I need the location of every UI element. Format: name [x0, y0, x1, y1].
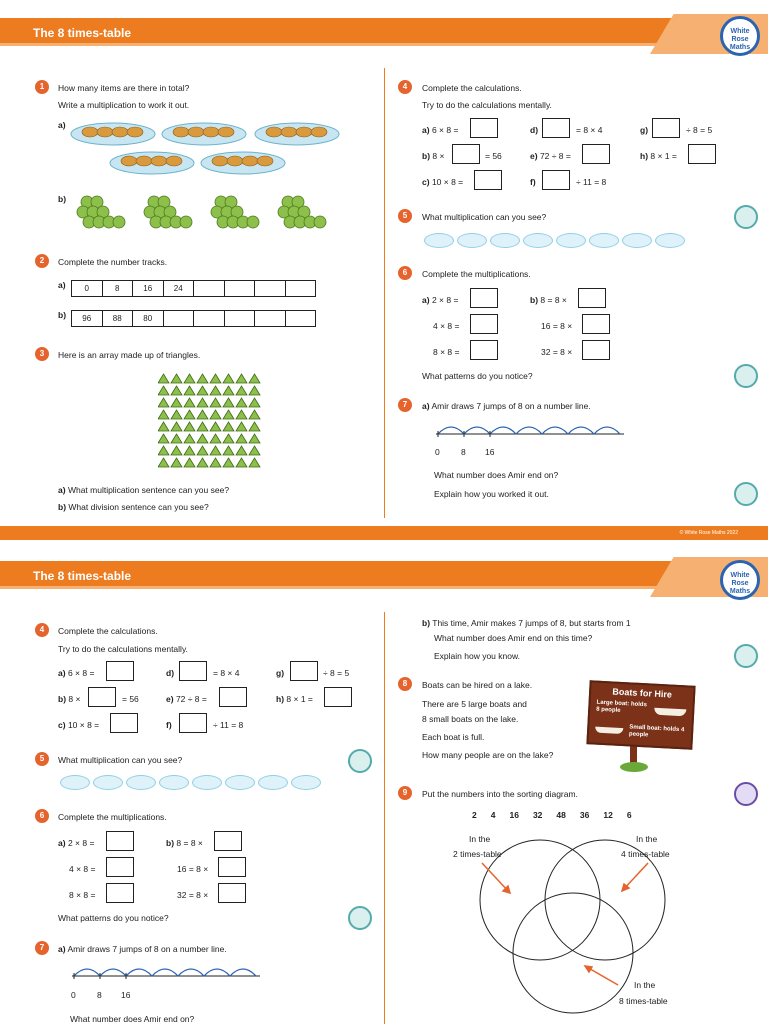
copyright: © White Rose Maths 2022	[679, 530, 738, 536]
calc-text: 8 ×	[432, 151, 445, 161]
question-prompt: Complete the calculations.	[58, 626, 158, 636]
calc-text: 2 × 8 =	[431, 295, 459, 305]
page-title: The 8 times-table	[33, 26, 132, 40]
grapes-image	[75, 192, 335, 232]
bread-trays-image	[70, 120, 345, 178]
triangle	[236, 398, 247, 407]
part-label: g)	[276, 668, 285, 678]
question-number: 7	[398, 398, 412, 412]
discussion-icon	[734, 364, 758, 388]
part-label: b)	[530, 295, 539, 305]
number-item: 6	[626, 810, 632, 820]
triangle	[158, 422, 169, 431]
question-prompt	[422, 401, 591, 411]
triangle	[197, 434, 208, 443]
discussion-icon	[348, 906, 372, 930]
triangle	[171, 422, 182, 431]
part-text: What multiplication sentence can you see?	[67, 485, 230, 495]
part-label: c)	[422, 177, 430, 187]
triangle	[223, 434, 234, 443]
question-number: 5	[35, 752, 49, 766]
triangle	[171, 458, 182, 467]
part-label: a)	[422, 401, 430, 411]
part-label: g)	[640, 125, 649, 135]
triangle	[184, 446, 195, 455]
triangle	[210, 422, 221, 431]
answer-box[interactable]	[582, 144, 610, 164]
part-label: a)	[58, 668, 66, 678]
calc-h	[276, 694, 313, 704]
calc-c	[422, 177, 463, 187]
triangle-array-image	[158, 373, 262, 469]
part-label: a)	[422, 125, 430, 135]
calc-text: 6 × 8 =	[67, 668, 95, 678]
answer-box[interactable]	[218, 857, 246, 877]
discussion-icon	[734, 782, 758, 806]
answer-box[interactable]	[470, 288, 498, 308]
part-text: This time, Amir makes 7 jumps of 8, but starts from 1	[432, 618, 631, 628]
grass-patch	[620, 762, 648, 772]
question-number: 6	[35, 809, 49, 823]
question-text: Each boat is full.	[422, 732, 485, 742]
calc-text: 4 × 8 =	[69, 864, 96, 874]
triangle	[158, 398, 169, 407]
triangle	[158, 446, 169, 455]
calc-text: 8 ×	[68, 694, 81, 704]
page-title: The 8 times-table	[33, 569, 132, 583]
question-subprompt: Write a multiplication to work it out.	[58, 100, 190, 110]
triangle	[223, 446, 234, 455]
question-number: 9	[398, 786, 412, 800]
question-note: What patterns do you notice?	[422, 371, 533, 381]
question-number: 1	[35, 80, 49, 94]
part-label: b)	[58, 310, 67, 320]
triangle	[184, 374, 195, 383]
number-item: 32	[532, 810, 543, 820]
question-prompt: Here is an array made up of triangles.	[58, 350, 201, 360]
question-number: 4	[398, 80, 412, 94]
calc-text: 72 ÷ 8 =	[539, 151, 571, 161]
boat-icon	[654, 708, 686, 717]
track-cell-blank[interactable]	[254, 280, 286, 297]
white-rose-maths-logo	[720, 560, 760, 600]
question-prompt: How many items are there in total?	[58, 83, 190, 93]
number-line-tick-label: 8	[97, 990, 102, 1000]
answer-box[interactable]	[474, 170, 502, 190]
question-prompt: Complete the multiplications.	[422, 269, 531, 279]
question-number: 6	[398, 266, 412, 280]
answer-box[interactable]	[219, 687, 247, 707]
answer-box[interactable]	[214, 831, 242, 851]
part-label: d)	[530, 125, 539, 135]
triangle	[223, 386, 234, 395]
column-divider	[384, 612, 385, 1024]
triangle	[171, 434, 182, 443]
part-label: h)	[276, 694, 285, 704]
triangle	[223, 374, 234, 383]
triangle	[197, 398, 208, 407]
sign-small-boat: Small boat: holds 4 people	[628, 724, 685, 739]
calc-text: 6 × 8 =	[431, 125, 459, 135]
discussion-icon	[734, 205, 758, 229]
track-cell-blank[interactable]	[193, 280, 225, 297]
part-label: a)	[58, 280, 66, 290]
calc-a	[58, 668, 94, 678]
calc-text: = 8 × 4	[576, 125, 603, 135]
triangle	[223, 458, 234, 467]
plates-image	[60, 775, 324, 792]
answer-box[interactable]	[179, 713, 207, 733]
triangle	[210, 374, 221, 383]
calc-text: ÷ 8 = 5	[686, 125, 713, 135]
triangle	[236, 374, 247, 383]
triangle	[184, 422, 195, 431]
question-prompt: Put the numbers into the sorting diagram.	[422, 789, 578, 799]
triangle	[184, 410, 195, 419]
mult-a1	[58, 838, 94, 848]
answer-box[interactable]	[452, 144, 480, 164]
mult-b1	[166, 838, 203, 848]
calc-b	[422, 151, 444, 161]
number-track-a	[72, 280, 316, 297]
triangle	[197, 386, 208, 395]
calc-text: 10 × 8 =	[67, 720, 100, 730]
triangle	[236, 434, 247, 443]
question-prompt	[422, 618, 631, 628]
calc-text: 16 = 8 ×	[177, 864, 209, 874]
part-label: b)	[58, 194, 67, 204]
part-label: d)	[166, 668, 175, 678]
triangle	[184, 458, 195, 467]
track-cell: 16	[132, 280, 164, 297]
number-item: 16	[509, 810, 519, 820]
track-cell-blank[interactable]	[285, 310, 317, 327]
question-prompt: Complete the multiplications.	[58, 812, 167, 822]
track-cell-blank[interactable]	[285, 280, 317, 297]
venn-label-4-times: 4 times-table	[621, 849, 670, 859]
number-line-tick-label: 0	[435, 447, 440, 457]
answer-box[interactable]	[290, 661, 318, 681]
calc-text: ÷ 11 = 8	[213, 720, 244, 730]
answer-box[interactable]	[179, 661, 207, 681]
number-item: 2	[472, 810, 477, 820]
triangle	[197, 422, 208, 431]
question-text: There are 5 large boats and	[422, 699, 527, 709]
question-prompt: Complete the calculations.	[422, 83, 522, 93]
plates-image	[424, 233, 688, 250]
triangle	[197, 410, 208, 419]
triangle	[249, 398, 260, 407]
triangle	[171, 374, 182, 383]
triangle	[249, 422, 260, 431]
boat-icon	[595, 727, 623, 734]
white-rose-maths-logo	[720, 16, 760, 56]
number-line-tick-label: 16	[485, 447, 495, 457]
question-ask: What number does Amir end on?	[434, 470, 559, 480]
venn-label-4-times: In the	[636, 834, 658, 844]
question-text: 8 small boats on the lake.	[422, 714, 519, 724]
calc-h	[640, 151, 677, 161]
calc-c	[58, 720, 99, 730]
answer-box[interactable]	[578, 288, 606, 308]
triangle	[197, 374, 208, 383]
triangle	[158, 386, 169, 395]
answer-box[interactable]	[542, 170, 570, 190]
calc-e	[530, 151, 571, 161]
calc-text: 8 × 8 =	[433, 347, 460, 357]
triangle	[223, 422, 234, 431]
triangle	[249, 386, 260, 395]
track-cell-blank[interactable]	[254, 310, 286, 327]
boats-for-hire-sign	[586, 680, 695, 749]
venn-label-2-times: In the	[469, 834, 491, 844]
answer-box[interactable]	[688, 144, 716, 164]
question-note: What patterns do you notice?	[58, 913, 169, 923]
triangle	[184, 434, 195, 443]
triangle	[236, 386, 247, 395]
question-prompt: What multiplication can you see?	[58, 755, 183, 765]
triangle	[249, 434, 260, 443]
answer-box[interactable]	[106, 883, 134, 903]
calc-text: 10 × 8 =	[431, 177, 464, 187]
number-line-tick-label: 8	[461, 447, 466, 457]
number-track-b	[72, 310, 316, 327]
calc-text: = 56	[485, 151, 502, 161]
venn-label-8-times: 8 times-table	[619, 996, 668, 1006]
answer-box[interactable]	[106, 661, 134, 681]
triangle	[210, 458, 221, 467]
answer-box[interactable]	[106, 857, 134, 877]
track-cell: 88	[102, 310, 134, 327]
number-line-tick-label: 0	[71, 990, 76, 1000]
venn-label-8-times: In the	[634, 980, 656, 990]
calc-text: 8 × 8 =	[69, 890, 96, 900]
number-item: 36	[579, 810, 590, 820]
answer-box[interactable]	[542, 118, 570, 138]
calc-text: 4 × 8 =	[433, 321, 460, 331]
triangle	[158, 374, 169, 383]
triangle	[171, 398, 182, 407]
question-prompt	[58, 944, 227, 954]
track-cell-blank[interactable]	[224, 280, 256, 297]
column-divider	[384, 68, 385, 518]
triangle	[236, 410, 247, 419]
track-cell-blank[interactable]	[163, 310, 195, 327]
part-text: Amir draws 7 jumps of 8 on a number line.	[431, 401, 591, 411]
part-text: What division sentence can you see?	[68, 502, 209, 512]
logo-text: White Rose Maths	[729, 572, 751, 595]
track-cell: 24	[163, 280, 195, 297]
triangle	[249, 410, 260, 419]
triangle	[210, 398, 221, 407]
part-text: Amir draws 7 jumps of 8 on a number line.	[67, 944, 227, 954]
question-number: 7	[35, 941, 49, 955]
calc-text: 16 = 8 ×	[541, 321, 573, 331]
calc-text: 8 × 1 =	[286, 694, 313, 704]
number-item: 12	[603, 810, 613, 820]
answer-box[interactable]	[110, 713, 138, 733]
discussion-icon	[734, 482, 758, 506]
calc-text: 8 × 1 =	[650, 151, 677, 161]
mult-b1	[530, 295, 567, 305]
track-cell-blank[interactable]	[224, 310, 256, 327]
sign-large-boat: Large boat: holds 8 people	[596, 699, 648, 714]
sign-title: Boats for Hire	[612, 686, 673, 700]
question-number: 4	[35, 623, 49, 637]
triangle	[236, 446, 247, 455]
triangle	[184, 386, 195, 395]
answer-box[interactable]	[582, 340, 610, 360]
part-label: a)	[58, 944, 66, 954]
triangle	[197, 446, 208, 455]
calc-text: ÷ 11 = 8	[576, 177, 607, 187]
triangle	[236, 458, 247, 467]
answer-box[interactable]	[470, 314, 498, 334]
track-cell: 96	[71, 310, 103, 327]
triangle	[249, 458, 260, 467]
calc-text: = 8 × 4	[213, 668, 240, 678]
part-label: f)	[166, 720, 172, 730]
part-label: b)	[422, 151, 431, 161]
part-label: e)	[530, 151, 538, 161]
discussion-icon	[734, 644, 758, 668]
answer-box[interactable]	[652, 118, 680, 138]
question-prompt: Complete the number tracks.	[58, 257, 168, 267]
calc-a	[422, 125, 458, 135]
track-cell: 0	[71, 280, 103, 297]
triangle	[210, 410, 221, 419]
calc-text: 2 × 8 =	[67, 838, 95, 848]
question-number: 8	[398, 677, 412, 691]
calc-text: = 56	[122, 694, 139, 704]
number-item: 48	[556, 810, 566, 820]
answer-box[interactable]	[582, 314, 610, 334]
track-cell: 80	[132, 310, 164, 327]
answer-box[interactable]	[218, 883, 246, 903]
question-prompt: What multiplication can you see?	[422, 212, 547, 222]
question-subprompt: Try to do the calculations mentally.	[58, 644, 188, 654]
answer-box[interactable]	[470, 118, 498, 138]
calc-b	[58, 694, 80, 704]
page-footer	[0, 526, 768, 540]
answer-box[interactable]	[324, 687, 352, 707]
calc-text: ÷ 8 = 5	[323, 668, 350, 678]
part-label: h)	[640, 151, 649, 161]
triangle	[223, 398, 234, 407]
triangle	[184, 398, 195, 407]
venn-label-2-times: 2 times-table	[453, 849, 502, 859]
part-label: b)	[58, 502, 67, 512]
question-text: Boats can be hired on a lake.	[422, 680, 533, 690]
triangle	[158, 434, 169, 443]
answer-box[interactable]	[106, 831, 134, 851]
part-label: a)	[58, 485, 66, 495]
track-cell: 8	[102, 280, 134, 297]
calc-text: 8 = 8 ×	[540, 295, 567, 305]
triangle	[249, 374, 260, 383]
mult-a1	[422, 295, 458, 305]
triangle	[236, 422, 247, 431]
part-label: a)	[422, 295, 430, 305]
triangle	[249, 446, 260, 455]
part-label: e)	[166, 694, 174, 704]
calc-text: 32 = 8 ×	[177, 890, 209, 900]
part-label: a)	[58, 120, 66, 130]
part-label: a)	[58, 838, 66, 848]
question-number: 2	[35, 254, 49, 268]
part-label: b)	[166, 838, 175, 848]
answer-box[interactable]	[470, 340, 498, 360]
triangle	[158, 410, 169, 419]
question-number: 5	[398, 209, 412, 223]
part-label: f)	[530, 177, 536, 187]
calc-text: 72 ÷ 8 =	[175, 694, 207, 704]
question-explain: Explain how you worked it out.	[434, 489, 549, 499]
question-text: How many people are on the lake?	[422, 750, 554, 760]
calc-text: 32 = 8 ×	[541, 347, 573, 357]
track-cell-blank[interactable]	[193, 310, 225, 327]
triangle	[171, 446, 182, 455]
triangle	[171, 410, 182, 419]
question-ask: What number does Amir end on?	[70, 1014, 195, 1024]
logo-text: White Rose Maths	[729, 28, 751, 51]
question-subprompt: Try to do the calculations mentally.	[422, 100, 552, 110]
part-label: b)	[422, 618, 431, 628]
question-part-b	[58, 502, 209, 512]
triangle	[197, 458, 208, 467]
question-ask: What number does Amir end on this time?	[434, 633, 593, 643]
answer-box[interactable]	[88, 687, 116, 707]
triangle	[210, 446, 221, 455]
question-part-a	[58, 485, 229, 495]
discussion-icon	[348, 749, 372, 773]
question-explain: Explain how you know.	[434, 651, 520, 661]
triangle	[223, 410, 234, 419]
triangle	[210, 386, 221, 395]
triangle	[210, 434, 221, 443]
part-label: c)	[58, 720, 66, 730]
triangle	[158, 458, 169, 467]
number-list	[472, 810, 632, 820]
triangle	[171, 386, 182, 395]
number-line-tick-label: 16	[121, 990, 131, 1000]
calc-text: 8 = 8 ×	[176, 838, 203, 848]
part-label: b)	[58, 694, 67, 704]
question-number: 3	[35, 347, 49, 361]
number-item: 4	[490, 810, 496, 820]
calc-e	[166, 694, 207, 704]
